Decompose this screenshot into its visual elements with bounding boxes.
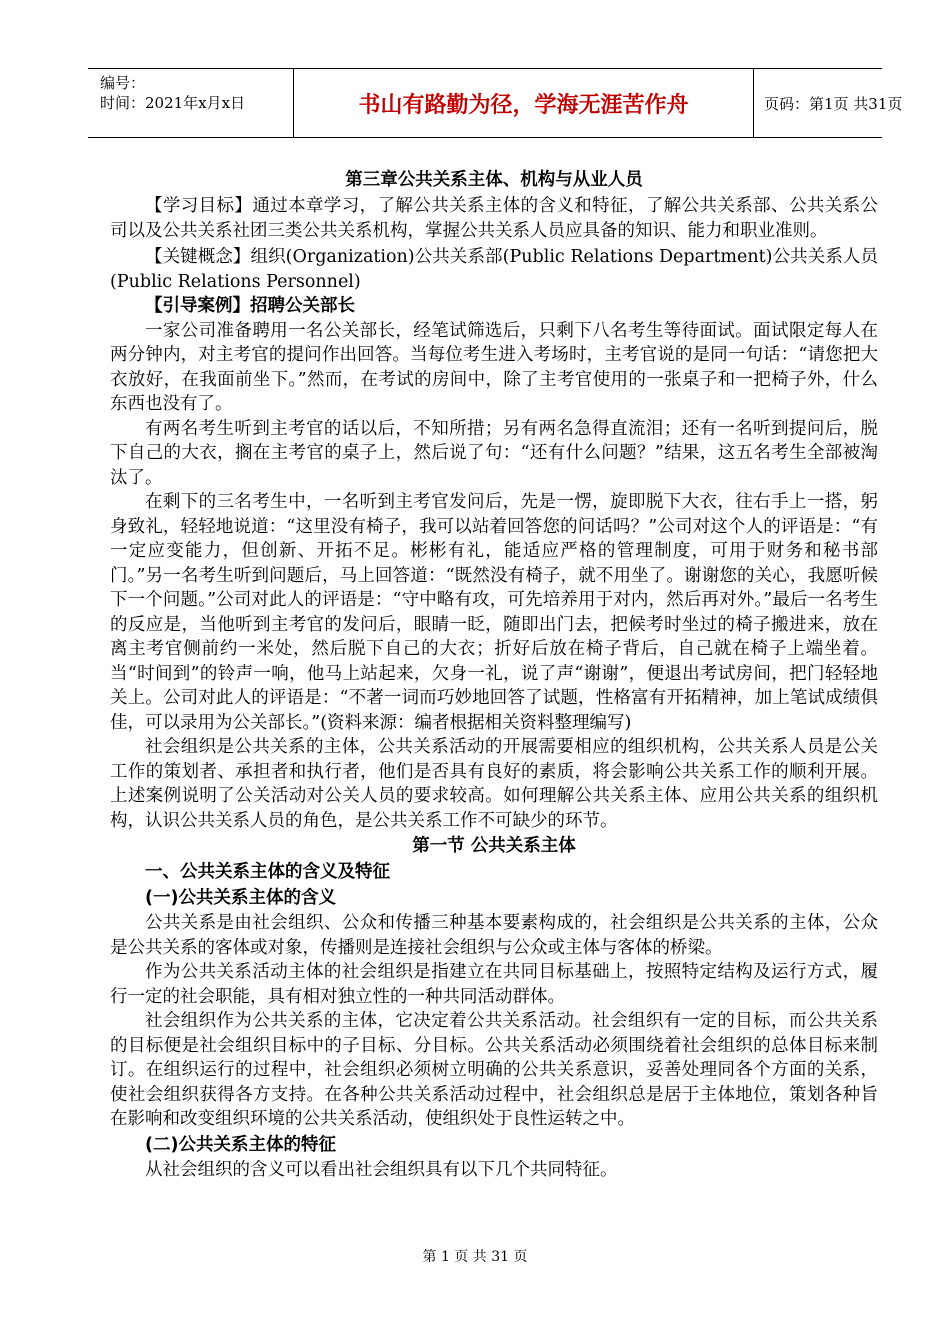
key-concepts: 【关键概念】组织(Organization)公共关系部(Public Relations Department)公共关系人员(Public Relations Personnel)	[110, 247, 878, 292]
case-heading: 【引导案例】招聘公关部长	[145, 296, 355, 316]
intro-paragraph: 社会组织是公共关系的主体，公共关系活动的开展需要相应的组织机构，公共关系人员是公关工作的策划者、承担者和执行者，他们是否具有良好的素质，将会影响公共关系工作的顺利开展。上述案例说明了公关活动对公关人员的要求较高。如何理解公共关系主体、应用公共关系的组织机构，认识公共关系人员的角色，是公共关系工作不可缺少的环节。	[110, 737, 878, 831]
page-footer: 第 1 页 共 31 页	[422, 1249, 528, 1265]
heading-1-2: (二)公共关系主体的特征	[145, 1134, 336, 1155]
header-motto: 书山有路勤为径，学海无涯苦作舟	[293, 69, 754, 137]
heading-1: 一、公共关系主体的含义及特征	[145, 862, 390, 882]
paragraph-d: 从社会组织的含义可以看出社会组织具有以下几个共同特征。	[145, 1159, 618, 1180]
time-label: 时间：2021年x月x日	[100, 94, 246, 112]
paragraph-b: 作为公共关系活动主体的社会组织是指建立在共同目标基础上，按照特定结构及运行方式，履行一定的社会职能，具有相对独立性的一种共同活动群体。	[110, 962, 878, 1007]
header-page-info: 页码：第1页 共31页	[764, 94, 903, 113]
number-label: 编号：	[100, 74, 146, 92]
case-paragraph-2: 有两名考生听到主考官的话以后，不知所措；另有两名急得直流泪；还有一名听到提问后，脱下自己的大衣，搁在主考官的桌子上，然后说了句：“还有什么问题？”结果，这五名考生全部被淘汰了。	[110, 418, 878, 488]
case-paragraph-3: 在剩下的三名考生中，一名听到主考官发问后，先是一愣，旋即脱下大衣，往右手上一搭，躬身致礼，轻轻地说道：“这里没有椅子，我可以站着回答您的问话吗？”公司对这个人的评语是：“有一定应变能力，但创新、开拓不足。彬彬有礼，能适应严格的管理制度，可用于财务和秘书部门。”另一名考生听到问题后，马上回答道：“既然没有椅子，就不用坐了。谢谢您的关心，我愿听候下一个问题。”公司对此人的评语是：“守中略有攻，可先培养用于对内，然后再对外。”最后一名考生的反应是，当他听到主考官的发问后，眼睛一眨，随即出门去，把候考时坐过的椅子搬进来，放在离主考官侧前约一米处，然后脱下自己的大衣；折好后放在椅子背后，自己就在椅子上端坐着。当“时间到”的铃声一响，他马上站起来，欠身一礼，说了声“谢谢”，便退出考试房间，把门轻轻地关上。公司对此人的评语是：“不著一词而巧妙地回答了试题，性格富有开拓精神，加上笔试成绩俱佳，可以录用为公关部长。”(资料来源：编者根据相关资料整理编写)	[110, 492, 878, 733]
header-meta	[88, 69, 293, 137]
paragraph-a: 公共关系是由社会组织、公众和传播三种基本要素构成的，社会组织是公共关系的主体，公众是公共关系的客体或对象，传播则是连接社会组织与公众或主体与客体的桥梁。	[110, 913, 878, 958]
case-paragraph-1: 一家公司准备聘用一名公关部长，经笔试筛选后，只剩下八名考生等待面试。面试限定每人在两分钟内，对主考官的提问作出回答。当每位考生进入考场时，主考官说的是同一句话：“请您把大衣放好，在我面前坐下。”然而，在考试的房间中，除了主考官使用的一张桌子和一把椅子外，什么东西也没有了。	[110, 320, 878, 414]
chapter-title: 第三章公共关系主体、机构与从业人员	[345, 170, 643, 190]
document-body	[110, 166, 878, 1182]
section-title: 第一节 公共关系主体	[412, 836, 576, 856]
paragraph-c: 社会组织作为公共关系的主体，它决定着公共关系活动。社会组织有一定的目标，而公共关系的目标便是社会组织目标中的子目标、分目标。公共关系活动必须围绕着社会组织的总体目标来制订。在组织运行的过程中，社会组织必须树立明确的公共关系意识，妥善处理同各个方面的关系，使社会组织获得各方支持。在各种公共关系活动过程中，社会组织总是居于主体地位，策划各种旨在影响和改变组织环境的公共关系活动，使组织处于良性运转之中。	[110, 1011, 878, 1129]
learning-goal: 【学习目标】通过本章学习，了解公共关系主体的含义和特征，了解公共关系部、公共关系公司以及公共关系社团三类公共关系机构，掌握公共关系人员应具备的知识、能力和职业准则。	[110, 196, 878, 241]
page-header	[88, 68, 903, 138]
heading-1-1: (一)公共关系主体的含义	[145, 888, 336, 908]
